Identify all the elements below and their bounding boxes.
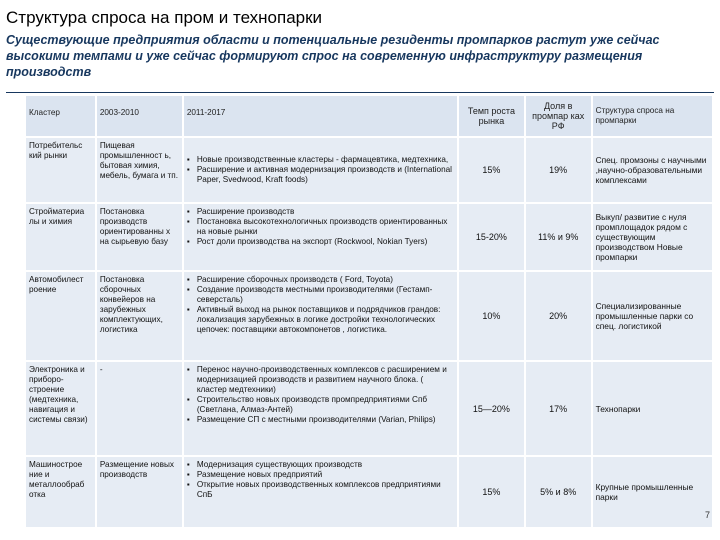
bullet-item: ▪ Модернизация существующих производств [187,460,454,470]
cell-cluster: Машинострое ние и металлообраб отка [26,457,95,527]
bullet-item: ▪ Создание производств местными производителями (Гестамп-северсталь) [187,285,454,305]
cell-cluster: Автомобилест роение [26,272,95,360]
cell-share: 20% [526,272,591,360]
cell-structure: Специализированные промышленные парки со спец. логистикой [593,272,712,360]
cell-structure: Технопарки [593,362,712,455]
cell-share: 5% и 8% [526,457,591,527]
header-growth: Темп роста рынка [459,96,524,136]
table-row [26,362,712,455]
cell-growth: 15-20% [459,204,524,270]
bullet-item: ▪ Размещение СП с местными производителями (Varian, Philips) [187,415,454,425]
bullet-item: ▪ Размещение новых предприятий [187,470,454,480]
header-share: Доля в промпар ках РФ [526,96,591,136]
cell-structure: Спец. промзоны с научными ,научно-образовательными комплексами [593,138,712,202]
cell-share: 19% [526,138,591,202]
cell-share: 11% и 9% [526,204,591,270]
bullet-item: ▪ Активный выход на рынок поставщиков и подрядчиков грандов: локализация зарубежных в логике достройки технологических цепочек: поставщики автокомпонетов , логистика. [187,305,454,335]
bullet-item: ▪ Расширение и активная модернизация производств и (International Paper, Svedwood, Kraft foods) [187,165,454,185]
cell-2011-2017 [184,138,457,202]
cell-structure: Крупные промышленные парки [593,457,712,527]
table-row [26,457,712,527]
cell-2011-2017 [184,457,457,527]
cell-2011-2017 [184,272,457,360]
cell-2003-2010: - [97,362,182,455]
header-2003-2010: 2003-2010 [97,96,182,136]
header-2011-2017: 2011-2017 [184,96,457,136]
slide-subtitle: Существующие предприятия области и потенциальные резиденты промпарков растут уже сейчас высокими темпами и уже сейчас формируют спрос на современную инфраструктуру размещения производств [6,33,660,79]
cell-cluster: Электроника и приборо-строение (медтехника, навигация и системы связи) [26,362,95,455]
divider [6,92,714,93]
cell-share: 17% [526,362,591,455]
table-row [26,138,712,202]
header-structure: Структура спроса на промпарки [593,96,712,136]
cell-growth: 15—20% [459,362,524,455]
cell-cluster: Потребительс кий рынки [26,138,95,202]
cell-growth: 15% [459,138,524,202]
cell-2011-2017 [184,204,457,270]
cell-growth: 15% [459,457,524,527]
bullet-item: ▪ Открытие новых производственных комплексов предприятиями СпБ [187,480,454,500]
page-number: 7 [704,510,710,520]
bullet-item: ▪ Расширение сборочных производств ( Ford, Toyota) [187,275,454,285]
slide-title: Структура спроса на пром и технопарки [6,8,323,27]
cell-growth: 10% [459,272,524,360]
cell-cluster: Стройматериа лы и химия [26,204,95,270]
cell-2011-2017 [184,362,457,455]
demand-structure-table [24,94,714,529]
bullet-item: ▪ Перенос научно-производственных комплексов с расширением и модернизацией производств и развитием научного блока. ( кластер медтехники) [187,365,454,395]
cell-structure: Выкуп/ развитие с нуля промплощадок рядом с существующим производством Новые промпарки [593,204,712,270]
bullet-item: ▪ Строительство новых производств промпредприятиями Спб (Светлана, Алмаз-Антей) [187,395,454,415]
header-cluster: Кластер [26,96,95,136]
table-row [26,204,712,270]
bullet-item: ▪ Рост доли производства на экспорт (Rockwool, Nokian Tyers) [187,237,454,247]
table-header-row [26,96,712,136]
bullet-item: ▪ Новые производственные кластеры - фармацевтика, медтехника, [187,155,454,165]
cell-2003-2010: Размещение новых производств [97,457,182,527]
cell-2003-2010: Пищевая промышленност ь, бытовая химия, мебель, бумага и тп. [97,138,182,202]
cell-2003-2010: Постановка производств ориентированны х на сырьевую базу [97,204,182,270]
cell-2003-2010: Постановка сборочных конвейеров на зарубежных комплектующих, логистика [97,272,182,360]
table-row [26,272,712,360]
bullet-item: ▪ Постановка высокотехнологичных производств ориентированных на новые рынки [187,217,454,237]
bullet-item: ▪ Расширение производств [187,207,454,217]
